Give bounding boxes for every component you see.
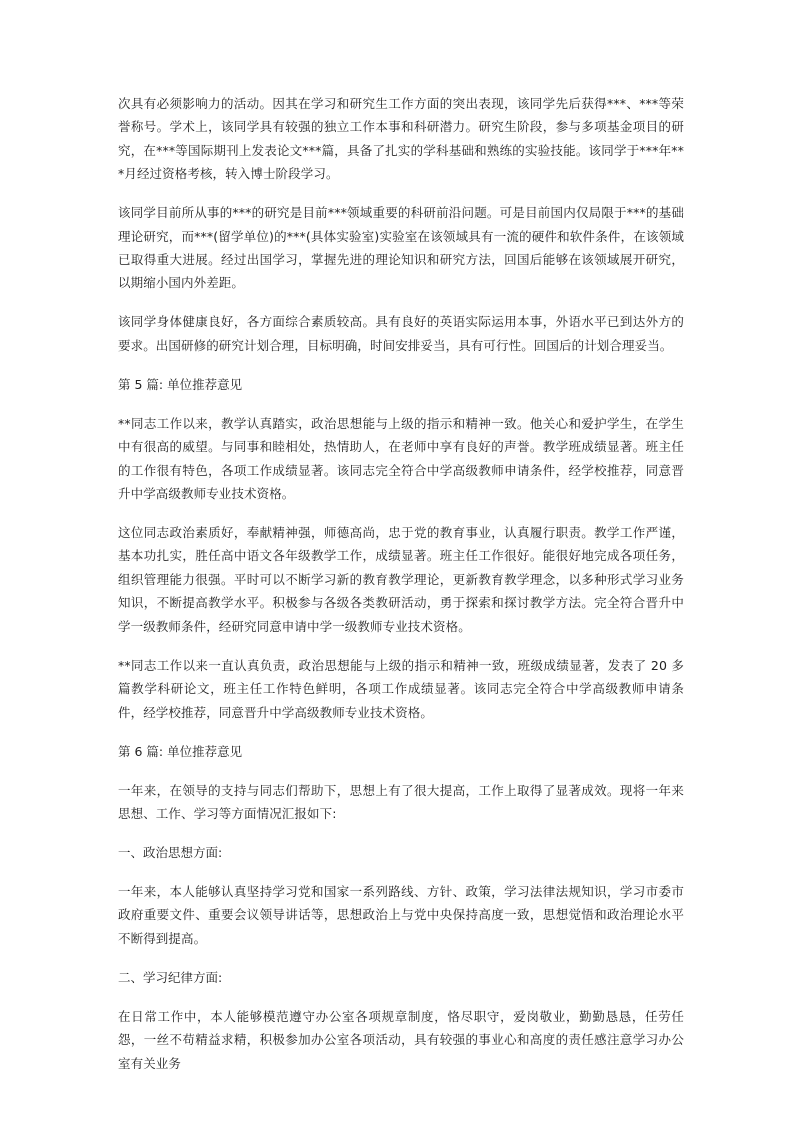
section-heading-5: 第 5 篇: 单位推荐意见 bbox=[118, 376, 243, 392]
section-heading-6: 第 6 篇: 单位推荐意见 bbox=[118, 743, 243, 759]
document-page bbox=[118, 92, 684, 1071]
paragraph-3: 该同学身体健康良好，各方面综合素质较高。具有良好的英语实际运用本事，外语水平已到达外方的要求。出国研修的研究计划合理，目标明确，时间安排妥当，具有可行性。回国后的计划合理妥当。 bbox=[118, 314, 684, 353]
paragraph-5: 这位同志政治素质好，奉献精神强，师德高尚，忠于党的教育事业，认真履行职责。教学工作严谨，基本功扎实，胜任高中语文各年级教学工作，成绩显著。班主任工作很好。能很好地完成各项任务，组织管理能力很强。平时可以不断学习新的教育教学理论，更新教育教学理念，以多种形式学习业务知识，不断提高教学水平。积极参与各级各类教研活动，勇于探索和探讨教学方法。完全符合晋升中学一级教师条件，经研究同意申请中学一级教师专业技术资格。 bbox=[118, 525, 684, 634]
subheading-discipline: 二、学习纪律方面: bbox=[118, 969, 223, 985]
paragraph-8: 一年来，本人能够认真坚持学习党和国家一系列路线、方针、政策，学习法律法规知识，学习市委市政府重要文件、重要会议领导讲话等，思想政治上与党中央保持高度一致，思想觉悟和政治理论水平不断得到提高。 bbox=[118, 883, 684, 946]
paragraph-6: **同志工作以来一直认真负责，政治思想能与上级的指示和精神一致，班级成绩显著，发表了 20 多篇教学科研论文，班主任工作特色鲜明，各项工作成绩显著。该同志完全符合中学高级教师申请条件，经学校推荐，同意晋升中学高级教师专业技术资格。 bbox=[118, 657, 684, 720]
paragraph-2: 该同学目前所从事的***的研究是目前***领域重要的科研前沿问题。可是目前国内仅局限于***的基础理论研究，而***(留学单位)的***(具体实验室)实验室在该领域具有一流的硬件和软件条件，在该领域已取得重大进展。经过出国学习，掌握先进的理论知识和研究方法，回国后能够在该领域展开研究，以期缩小国内外差距。 bbox=[118, 205, 684, 291]
subheading-political: 一、政治思想方面: bbox=[118, 844, 223, 860]
paragraph-7: 一年来，在领导的支持与同志们帮助下，思想上有了很大提高，工作上取得了显著成效。现将一年来思想、工作、学习等方面情况汇报如下: bbox=[118, 782, 684, 821]
paragraph-4: **同志工作以来，教学认真踏实，政治思想能与上级的指示和精神一致。他关心和爱护学生，在学生中有很高的威望。与同事和睦相处，热情助人，在老师中享有良好的声誉。教学班成绩显著。班主任的工作很有特色，各项工作成绩显著。该同志完全符合中学高级教师申请条件，经学校推荐，同意晋升中学高级教师专业技术资格。 bbox=[118, 415, 684, 502]
paragraph-1: 次具有必须影响力的活动。因其在学习和研究生工作方面的突出表现，该同学先后获得***、***等荣誉称号。学术上，该同学具有较强的独立工作本事和科研潜力。研究生阶段，参与多项基金项目的研究，在***等国际期刊上发表论文***篇，具备了扎实的学科基础和熟练的实验技能。该同学于***年***月经过资格考核，转入博士阶段学习。 bbox=[118, 96, 684, 182]
paragraph-9: 在日常工作中，本人能够模范遵守办公室各项规章制度，恪尽职守，爱岗敬业，勤勤恳恳，任劳任怨，一丝不苟精益求精，积极参加办公室各项活动，具有较强的事业心和高度的责任感注意学习办公室有关业务 bbox=[118, 1008, 684, 1071]
